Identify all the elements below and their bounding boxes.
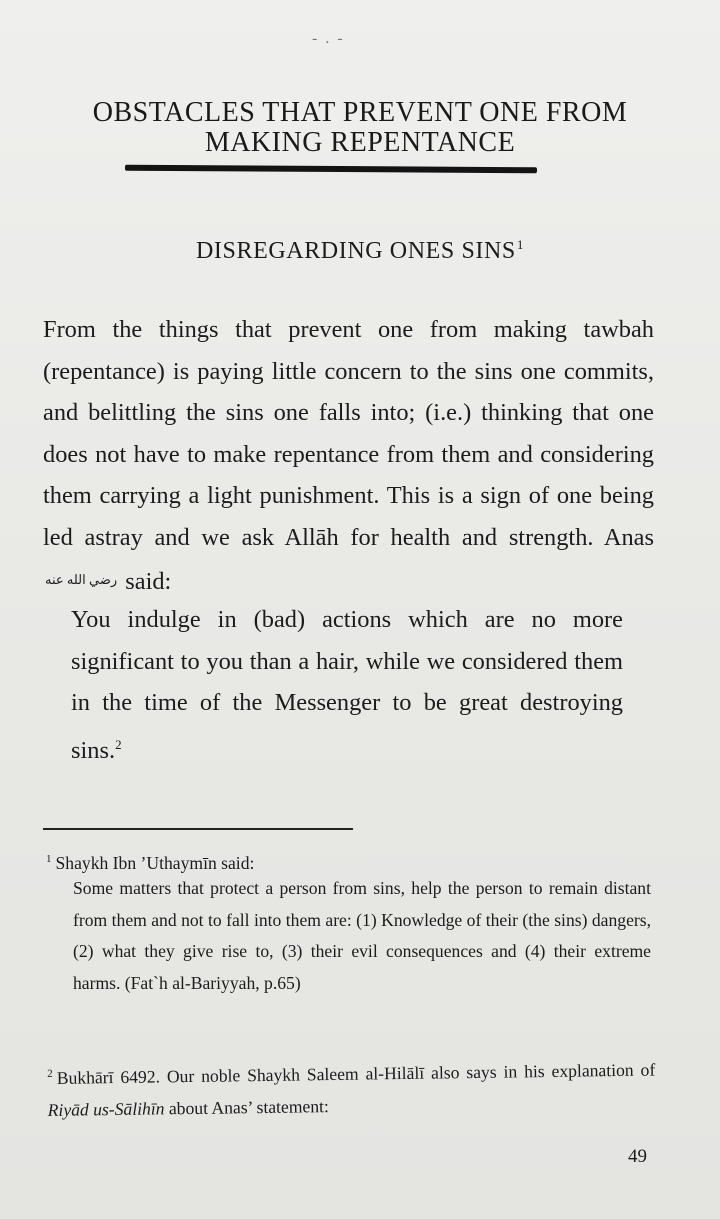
footnote-1-head-text: Shaykh Ibn ’Uthaymīn said: bbox=[55, 853, 255, 873]
footnote-2-book-title: Riyād us-Sālihīn bbox=[47, 1098, 165, 1120]
footnote-ref-2: 2 bbox=[115, 736, 122, 752]
section-heading bbox=[40, 237, 680, 265]
said-text: said: bbox=[125, 567, 172, 595]
chapter-title bbox=[40, 98, 680, 158]
chapter-title-line-1: OBSTACLES THAT PREVENT ONE FROM bbox=[92, 97, 628, 128]
footnote-2 bbox=[47, 1050, 656, 1126]
body-paragraph bbox=[43, 309, 654, 602]
block-quote bbox=[71, 599, 623, 771]
block-quote-text: You indulge in (bad) actions which are no more significant to you than a hair, while we considered them in the time of the Messenger to be great destroying sins. bbox=[71, 606, 623, 764]
footnote-2-number: 2 bbox=[47, 1067, 53, 1080]
top-ornament: - . - bbox=[312, 30, 345, 47]
section-heading-text: DISREGARDING ONES SINS bbox=[195, 238, 516, 264]
honorific-glyph: رضي الله عنه bbox=[45, 571, 118, 587]
footnote-2-text-after: about Anas’ statement: bbox=[168, 1096, 329, 1119]
footnote-1-quote: Some matters that protect a person from sins, help the person to remain distant from them and not to fall into them are: (1) Knowledge of their (the sins) dangers, (2) what they give rise to, (3) their evil consequences and (4) their extreme harms. (Fat`h al-Bariyyah, p.65) bbox=[73, 878, 651, 993]
chapter-title-line-2: MAKING REPENTANCE bbox=[204, 127, 516, 158]
footnote-separator bbox=[43, 828, 353, 830]
title-underline bbox=[125, 165, 537, 174]
page-number: 49 bbox=[628, 1146, 647, 1167]
footnote-ref-1: 1 bbox=[516, 237, 524, 252]
body-paragraph-text: From the things that prevent one from making tawbah (repentance) is paying little concern to the sins one commits, and belittling the sins one falls into; (i.e.) thinking that one does not have to make repentance from them and considering them carrying a light punishment. This is a sign of one being led astray and we ask Allāh for health and strength. Anas bbox=[43, 316, 654, 551]
footnote-1-number: 1 bbox=[46, 853, 52, 865]
footnote-2-text-before: Bukhārī 6492. Our noble Shaykh Saleem al-Hilālī also says in his explanation of bbox=[56, 1059, 656, 1088]
